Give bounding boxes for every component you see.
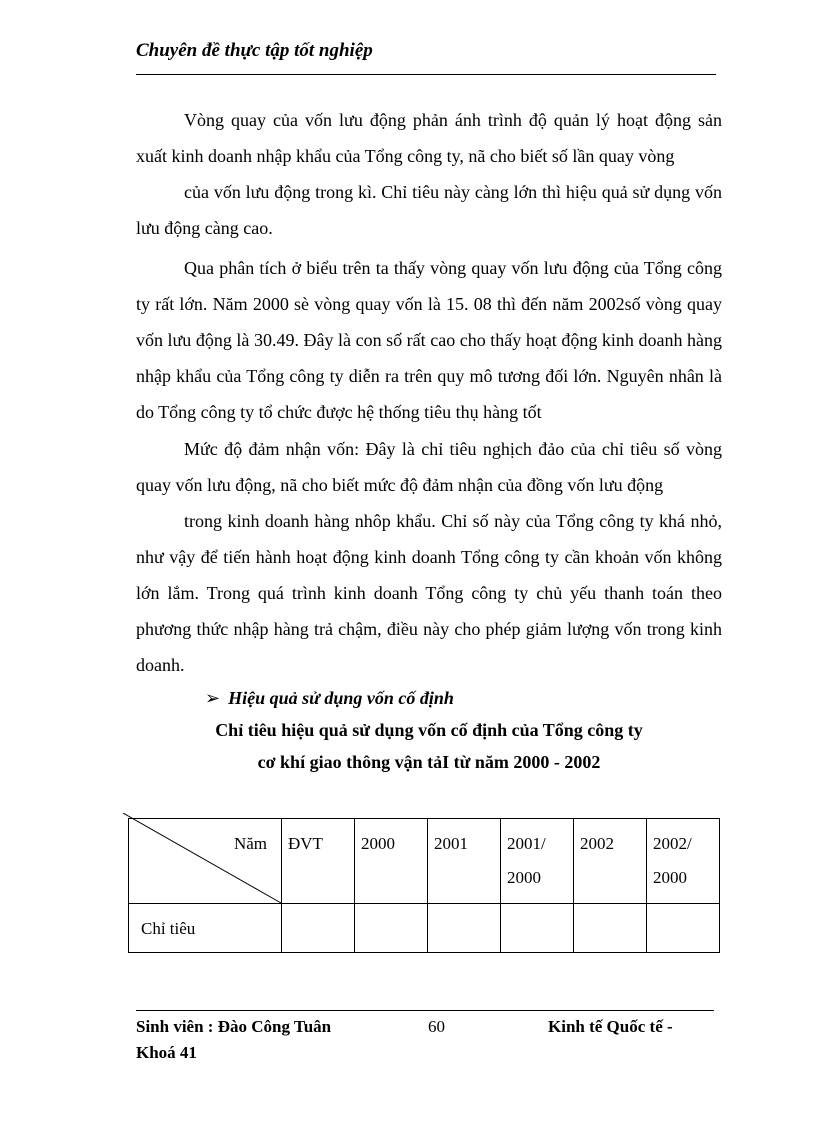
footer-page-number: 60 <box>428 1017 445 1036</box>
arrow-bullet-icon: ➢ <box>205 688 221 708</box>
row-label-cell <box>129 904 282 953</box>
table-header-row <box>129 819 720 904</box>
column-header-2000: 2000 <box>355 819 428 904</box>
paragraph-1-part-2 <box>136 174 722 246</box>
table-title-line-1: Chỉ tiêu hiệu quả sử dụng vốn cố định của Tổng công ty <box>215 720 643 740</box>
column-header-2002: 2002 <box>574 819 647 904</box>
capital-efficiency-table <box>128 818 720 953</box>
paragraph-2 <box>136 250 722 430</box>
table-row <box>129 904 720 953</box>
footer-student: Sinh viên : Đào Công Tuân <box>136 1017 332 1036</box>
table-cell <box>647 904 720 953</box>
header-title: Chuyên đề thực tập tốt nghiệp <box>136 40 373 61</box>
paragraph-1-text-a: Vòng quay của vốn lưu động phản ánh trình độ quản lý hoạt động sản xuất kinh doanh nhập khẩu của Tổng công ty, nã cho biết số lần quay vòng <box>136 110 722 166</box>
column-header-2001-vs-2000: 2001/ 2000 <box>501 819 574 904</box>
table-cell <box>501 904 574 953</box>
paragraph-2-text: Qua phân tích ở biểu trên ta thấy vòng quay vốn lưu động của Tổng công ty rất lớn. Năm 2000 sè vòng quay vốn là 15. 08 thì đến năm 2002số vòng quay vốn lưu động là 30.49. Đây là con số rất cao cho thấy hoạt động kinh doanh hàng nhập khẩu của Tổng công ty diễn ra trên quy mô tương đối lớn. Nguyên nhân là do Tổng công ty tổ chức được hệ thống tiêu thụ hàng tốt <box>136 258 722 422</box>
footer-divider <box>136 1010 714 1011</box>
paragraph-3-text-a: Mức độ đảm nhận vốn: Đây là chỉ tiêu nghịch đảo của chỉ tiêu số vòng quay vốn lưu động, nã cho biết mức độ đảm nhận của đồng vốn lưu động <box>136 439 722 495</box>
table-cell <box>355 904 428 953</box>
paragraph-3-part-1 <box>136 431 722 503</box>
paragraph-3-text-b: trong kinh doanh hàng nhôp khẩu. Chỉ số này của Tổng công ty khá nhỏ, như vậy để tiến hành hoạt động kinh doanh Tổng công ty cần khoản vốn không lớn lắm. Trong quá trình kinh doanh Tổng công ty chủ yếu thanh toán theo phương thức nhập hàng trả chậm, điều này cho phép giảm lượng vốn trong kinh doanh. <box>136 511 722 675</box>
corner-label-indicator: Chỉ tiêu <box>141 919 196 938</box>
table-cell <box>428 904 501 953</box>
corner-label-year: Năm <box>233 834 267 853</box>
table-corner-cell <box>129 819 282 904</box>
paragraph-3-part-2 <box>136 503 722 683</box>
table-title-line-2: cơ khí giao thông vận tảI từ năm 2000 - 2002 <box>257 752 601 772</box>
table-cell <box>282 904 355 953</box>
table-cell <box>574 904 647 953</box>
column-header-unit: ĐVT <box>282 819 355 904</box>
footer-cohort: Khoá 41 <box>136 1043 197 1062</box>
column-header-2002-vs-2000: 2002/ 2000 <box>647 819 720 904</box>
footer-faculty: Kinh tế Quốc tế - <box>548 1017 673 1036</box>
paragraph-1-text-b: của vốn lưu động trong kì. Chỉ tiêu này càng lớn thì hiệu quả sử dụng vốn lưu động càng cao. <box>136 182 722 238</box>
header-divider <box>136 74 716 75</box>
section-heading-text: Hiệu quả sử dụng vốn cố định <box>228 688 454 708</box>
column-header-2001: 2001 <box>428 819 501 904</box>
section-heading <box>205 688 454 709</box>
paragraph-1-part-1 <box>136 102 722 174</box>
